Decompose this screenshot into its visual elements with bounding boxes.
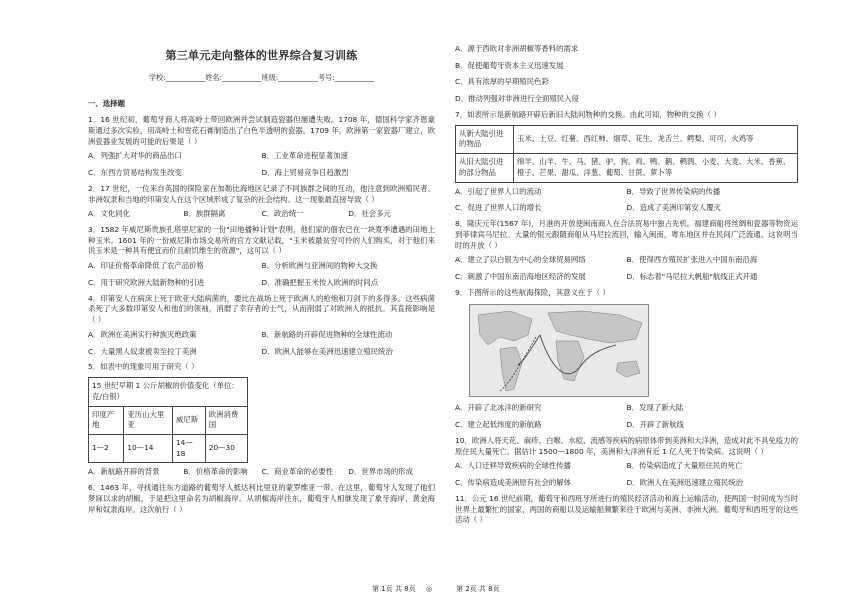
page-number-left: 第 1页 共 8页 [372, 585, 416, 593]
question-2: 2．17 世纪，一位来自英国的探险家在加勒比海地区记录了不同族群之间的互动，他注意到欧洲殖民者、非洲奴隶和当地的印第安人在这个区域形成了复杂的社会结构。这一现象最直接导致（ ） [88, 183, 435, 204]
table-row [89, 406, 248, 434]
table-cell: 10—14 [124, 435, 173, 463]
table-title: 15 世纪早期 1 公斤胡椒的价值变化（单位：克/白银） [89, 378, 248, 406]
question-5: 5．如表中的现象可用于研究（ ） [88, 362, 199, 372]
table-row [456, 154, 798, 182]
table-header: 印度产地 [89, 406, 124, 434]
option-d[interactable]: D．海上贸易竞争日趋激烈 [261, 168, 349, 178]
table-header: 威尼斯 [172, 406, 205, 434]
option-c[interactable]: C．传染病造成美洲原有社会的解体 [455, 478, 572, 488]
option-a[interactable]: A．建立了以白银为中心的全球贸易网络 [455, 255, 586, 265]
question-6-options [455, 44, 798, 105]
table-header: 从新大陆引进的物品 [456, 125, 514, 153]
option-a[interactable]: A．开辟了北冰洋的新研究 [455, 403, 542, 413]
question-1-options [88, 151, 435, 178]
option-b[interactable]: B．新航路的开辟促进物种的全球性流动 [261, 329, 393, 339]
option-b[interactable]: B．促使葡萄牙资本主义迅速发展 [455, 60, 564, 70]
question-11: 11．公元 16 世纪前期，葡萄牙和西班牙所进行的殖民经济活动和海上运输活动，使两国一时间成为当时世界上最繁忙的国家，两国的商船以及运输船频繁来往于欧洲与美洲、非洲大洲。葡萄牙和西班牙的这些活动（ ） [455, 493, 798, 525]
option-c[interactable]: C．用于研究欧洲大陆新物种的引进 [88, 277, 205, 287]
table-row [89, 435, 248, 463]
option-d[interactable]: D．欧洲人能够在美洲迅速建立殖民统治 [261, 346, 393, 356]
table-cell: 14—18 [172, 435, 205, 463]
option-a[interactable]: A．印证价格革命降低了农产品价格 [88, 261, 204, 271]
option-a[interactable]: A．人口迁移导致疾病的全球性传播 [455, 461, 571, 471]
table-cell: 20—30 [205, 435, 247, 463]
option-c[interactable]: C．商业革命的必要性 [261, 467, 334, 477]
option-b[interactable]: B．导致了世界传染病的传播 [626, 186, 721, 196]
option-c[interactable]: C．刺激了中国东南沿海地区经济的发展 [455, 272, 586, 282]
option-a[interactable]: A．引起了世界人口的流动 [455, 186, 542, 196]
question-6: 6．1463 年，寻找通往东方道路的葡萄牙人抵达利比里亚的蒙罗维亚一带。在这里，葡萄牙人发现了他们梦寐以求的胡椒，于是把这里命名为胡椒海岸。从胡椒海岸往东，葡萄牙人相继发现了象牙海岸、黄金海岸和奴隶海岸。这次航行（ ） [88, 483, 435, 514]
page-number-right: 第 2页 共 8页 [456, 585, 500, 593]
option-a[interactable]: A．新航路开辟的背景 [88, 467, 160, 477]
question-10: 10．欧洲人将天花、麻疹、白喉、水痘、流感等疾病的病原体带到美洲和大洋洲，造成对此不具免疫力的原住民大量死亡。据估计 1500—1800 年，美洲和大洋洲有近 1 亿人死于传染病。这说明（ ） [455, 435, 798, 456]
option-a[interactable]: A．源于西欧对非洲胡椒等香料的需求 [455, 44, 579, 53]
option-b[interactable]: B．分析欧洲与亚洲间的物种大交换 [261, 261, 378, 271]
option-b[interactable]: B．价格革命的影响 [183, 467, 248, 477]
left-page [88, 0, 435, 515]
table-header: 欧洲消费国 [205, 406, 247, 434]
question-7-options [455, 187, 798, 214]
option-c[interactable]: C．建立起低纬度的新航路 [455, 420, 542, 430]
question-2-options [88, 209, 435, 220]
option-c[interactable]: C．政治统一 [261, 209, 304, 219]
pepper-price-table [88, 377, 248, 463]
binding-mark-icon: ◎ [426, 585, 433, 593]
option-d[interactable]: D．社会多元 [348, 209, 391, 219]
option-c[interactable]: C．东西方贸易结构发生改变 [88, 168, 182, 178]
option-b[interactable]: B．使得西方殖民扩张进入中国东南沿海 [626, 255, 758, 265]
option-b[interactable]: B．传染病造成了大量原住民的死亡 [626, 461, 743, 471]
question-3: 3．1582 年威尼斯贵族孔塔里尼家的一份"田地播种计划"表明，他们家的佃农已在一块夏季遭遇的田地上种玉米。1601 年的一份威尼斯市场交易所的官方文献记载，"玉米被最贫穷可怜的人们购买，对于他们来说玉米是一种具有便宜而价且耐饥维生的资源"，这可以（ ） [88, 224, 435, 256]
option-b[interactable]: B．族群隔离 [183, 209, 226, 219]
option-d[interactable]: D．准确把握玉米传入欧洲的时间点 [261, 277, 379, 287]
table-row [456, 125, 798, 153]
option-d[interactable]: D．造成了美洲印第安人覆灭 [626, 203, 721, 213]
option-b[interactable]: B．工业革命进程显著加速 [261, 151, 348, 161]
world-map-icon [470, 305, 649, 397]
question-5-options [88, 467, 435, 478]
option-d[interactable]: D．开辟了新航线 [626, 420, 684, 430]
question-3-options [88, 261, 435, 288]
question-1: 1．16 世纪初，葡萄牙商人将高岭土带回欧洲并尝试制造瓷器但屡遭失败。1708 年，德国科学家齐恩豪斯通过多次实验，用高岭土和雪花石膏制造出了白色半透明的瓷器。1709 年，欧洲第一家瓷器厂建立，欧洲瓷器业发展的可能的后果是（ ） [88, 115, 435, 146]
option-c[interactable]: C．大量黑人奴隶被卖至拉丁美洲 [88, 346, 197, 356]
voyage-map-image [469, 304, 649, 397]
table-header: 亚历山大里亚 [124, 406, 173, 434]
option-d[interactable]: D．标志着"马尼拉大帆船"航线正式开通 [626, 272, 758, 282]
table-cell: 1—2 [89, 435, 124, 463]
right-page [455, 0, 798, 526]
option-a[interactable]: A．列强扩大对华的商品出口 [88, 151, 182, 161]
option-d[interactable]: D．欧洲人在美洲迅速建立殖民统治 [626, 478, 744, 488]
table-cell: 玉米、土豆、红薯、西红柿、烟草、花生、龙舌兰、鳄梨、可可、火鸡等 [514, 125, 798, 153]
question-9-options [455, 403, 798, 430]
table-cell: 绵羊、山羊、牛、马、猪、驴、狗、鸡、鸭、鹅、鹌鹑、小麦、大麦、大米、香蕉、橙子、芒果、甜瓜、洋葱、葡萄、甘蔗、萝卜等 [514, 154, 798, 182]
question-7: 7．如表所示是新航路开辟后新旧大陆间物种的交换。由此可知，物种的交换（ ） [455, 109, 721, 119]
section-heading: 一、选择题 [88, 99, 125, 109]
option-a[interactable]: A．文化同化 [88, 209, 131, 219]
question-10-options [455, 461, 798, 488]
species-exchange-table [455, 125, 798, 183]
option-c[interactable]: C．具有浓厚的早期殖民色彩 [455, 77, 549, 87]
option-d[interactable]: D．推动列强对非洲进行全面殖民入侵 [455, 94, 579, 104]
question-8-options [455, 255, 798, 282]
question-8: 8．隆庆元年(1567 年)，月港的开放使闽南商人在合法贸易中独占先机。福建商船将丝绸和瓷器等物资运到菲律宾马尼拉。大量的银元跟随商船从马尼拉流回，输入闽南，粤东地区并在民间广泛流通。这说明当时的开放（ ） [455, 219, 798, 250]
question-4-options [88, 330, 435, 357]
option-a[interactable]: A．欧洲在美洲实行种族灭绝政策 [88, 329, 197, 339]
page-title: 第三单元走向整体的世界综合复习训练 [165, 49, 358, 62]
question-9: 9．下图所示的这些航海探险，其意义在于（ ） [455, 287, 610, 297]
option-b[interactable]: B．发现了新大陆 [626, 403, 684, 413]
option-d[interactable]: D．世界市场的形成 [348, 467, 414, 477]
student-info-line: 学校:___________姓名:___________班级:___________考号:___________ [148, 72, 375, 82]
option-c[interactable]: C．促进了世界人口的增长 [455, 203, 542, 213]
table-header: 从旧大陆引进的部分物品 [456, 154, 514, 182]
question-4: 4．印第安人在病床上死于欧亚大陆病菌的，要比在战场上死于欧洲人的枪炮和刀剑下的多得多。这些病菌杀死了大多数印第安人和他们的领袖，消磨了幸存者的士气，从而削弱了对欧洲人的抵抗。其直接影响是（ ） [88, 293, 435, 325]
